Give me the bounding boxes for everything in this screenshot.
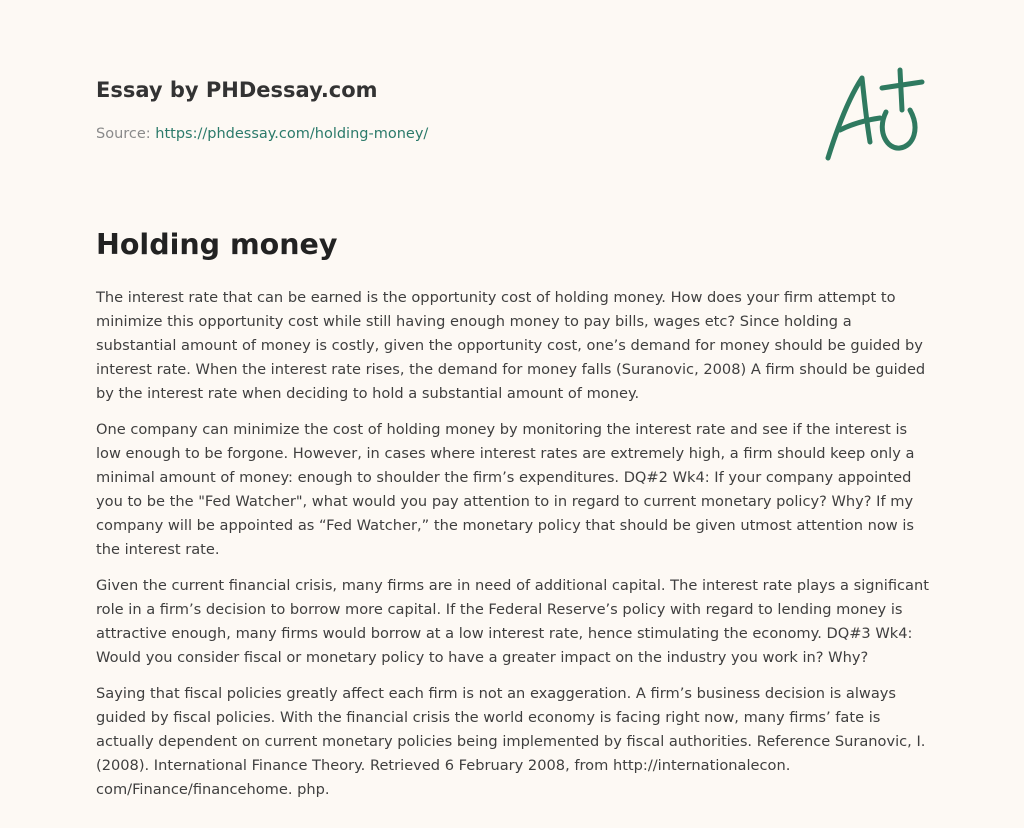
source-line: [96, 124, 796, 144]
a-plus-grade-icon: [818, 66, 930, 166]
header: [96, 76, 796, 144]
paragraph: Given the current financial crisis, many firms are in need of additional capital. The interest rate plays a significant role in a firm’s decision to borrow more capital. If the Federal Reserve’s policy with regard to lending money is attractive enough, many firms would borrow at a low interest rate, hence stimulating the economy. DQ#3 Wk4: Would you consider fiscal or monetary policy to have a greater impact on the industry you work in? Why?: [96, 577, 929, 666]
page-title: Holding money: [96, 228, 338, 261]
brand-title: Essay by PHDessay.com: [96, 78, 378, 102]
article: [96, 226, 932, 814]
paragraph: One company can minimize the cost of holding money by monitoring the interest rate and see if the interest is low enough to be forgone. However, in cases where interest rates are extremely high, a firm should keep only a minimal amount of money: enough to shoulder the firm’s expenditures. DQ#2 Wk4: If your company appointed you to be the "Fed Watcher", what would you pay attention to in regard to current monetary policy? Why? If my company will be appointed as “Fed Watcher,” the monetary policy that should be given utmost attention now is the interest rate.: [96, 421, 915, 558]
paragraph: Saying that fiscal policies greatly affect each firm is not an exaggeration. A firm’s business decision is always guided by fiscal policies. With the financial crisis the world economy is facing right now, many firms’ fate is actually dependent on current monetary policies being implemented by fiscal authorities. Reference Suranovic, I. (2008). International Finance Theory. Retrieved 6 February 2008, from http://internationalecon. com/Finance/financehome. php.: [96, 685, 926, 798]
source-link[interactable]: https://phdessay.com/holding-money/: [155, 126, 429, 142]
source-label: Source:: [96, 126, 156, 142]
paragraph: The interest rate that can be earned is the opportunity cost of holding money. How does your firm attempt to minimize this opportunity cost while still having enough money to pay bills, wages etc? Since holding a substantial amount of money is costly, given the opportunity cost, one’s demand for money should be guided by interest rate. When the interest rate rises, the demand for money falls (Suranovic, 2008) A firm should be guided by the interest rate when deciding to hold a substantial amount of money.: [96, 289, 926, 402]
